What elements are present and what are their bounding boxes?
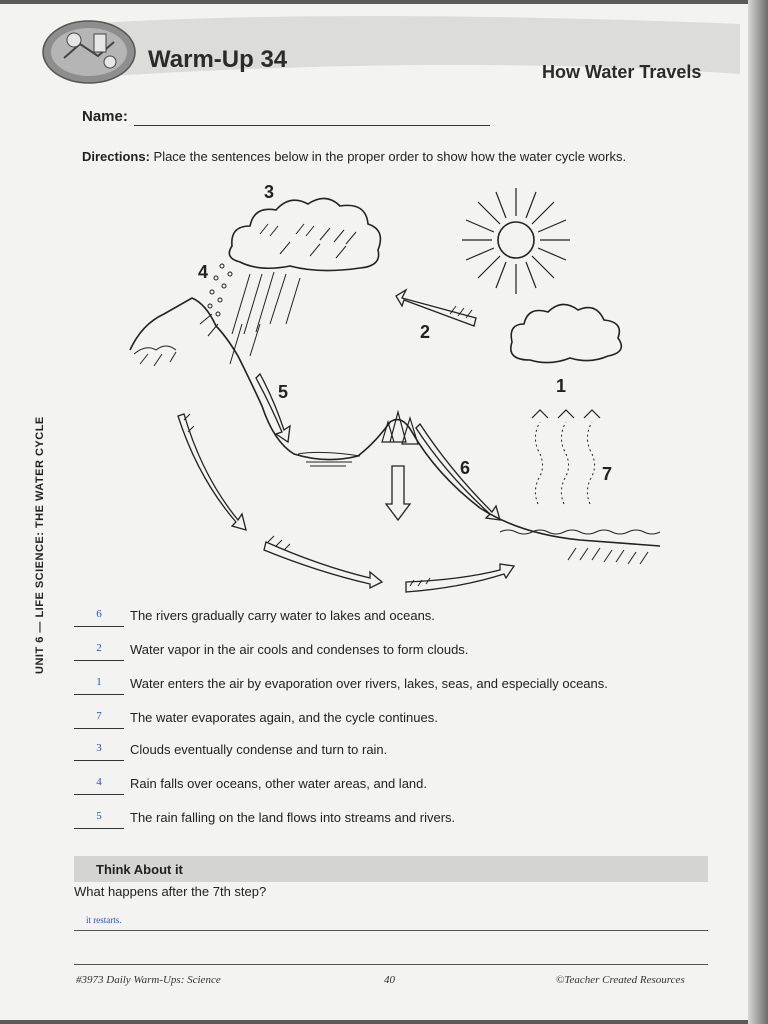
rain-icon — [208, 264, 300, 364]
think-question: What happens after the 7th step? — [74, 884, 267, 899]
answer-value: 2 — [96, 642, 102, 654]
unit-side-label: UNIT 6 — LIFE SCIENCE: THE WATER CYCLE — [34, 416, 46, 674]
item-text: The rain falling on the land flows into streams and rivers. — [130, 810, 456, 825]
answer-line[interactable] — [74, 930, 708, 931]
answer-value: 7 — [96, 710, 102, 722]
answer-blank[interactable] — [74, 642, 124, 661]
diagram-label-7: 7 — [602, 464, 613, 484]
item-text: Water enters the air by evaporation over rivers, lakes, seas, and especially oceans. — [130, 676, 608, 691]
list-item — [74, 738, 714, 760]
arrow-bottom-2 — [406, 564, 514, 592]
water-cycle-diagram — [120, 174, 680, 594]
sun-icon — [462, 188, 570, 294]
item-text: Water vapor in the air cools and condenses to form clouds. — [130, 642, 469, 657]
think-about-it-banner — [74, 856, 708, 882]
ocean-shading — [568, 548, 648, 564]
header — [40, 14, 740, 88]
directions-text: Place the sentences below in the proper order to show how the water cycle works. — [149, 149, 627, 164]
cycle-arrows — [178, 290, 514, 592]
ocean-waves — [500, 530, 660, 534]
topic-title: How Water Travels — [542, 62, 702, 82]
item-text: Rain falls over oceans, other water areas, and land. — [130, 776, 428, 791]
evaporation-icon — [535, 422, 594, 504]
arrow-bottom-1 — [264, 542, 382, 588]
item-text: Clouds eventually condense and turn to rain. — [130, 742, 388, 757]
warmup-title: Warm-Up 34 — [148, 46, 288, 73]
answer-value: 1 — [96, 676, 102, 688]
worksheet-page — [0, 4, 760, 1020]
answer-value: 3 — [96, 742, 102, 754]
think-answer[interactable]: it restarts. — [86, 915, 122, 925]
directions — [82, 149, 626, 164]
diagram-label-5: 5 — [278, 382, 289, 402]
list-item — [74, 638, 714, 660]
footer-page-number: 40 — [384, 974, 395, 986]
item-text: The water evaporates again, and the cycle continues. — [130, 710, 438, 725]
answer-value: 4 — [96, 776, 102, 788]
list-item — [74, 604, 714, 626]
diagram-label-2: 2 — [420, 322, 431, 342]
answer-blank[interactable] — [74, 776, 124, 795]
name-field[interactable] — [134, 125, 490, 126]
answer-value: 6 — [96, 608, 102, 620]
rain-cloud-icon — [229, 198, 380, 270]
answer-blank[interactable] — [74, 810, 124, 829]
item-text: The rivers gradually carry water to lakes and oceans. — [130, 608, 435, 623]
arrow-down — [386, 466, 410, 520]
science-logo-icon — [40, 14, 138, 86]
think-title: Think About it — [96, 862, 183, 877]
list-item — [74, 806, 714, 828]
list-item — [74, 672, 714, 694]
answer-blank[interactable] — [74, 676, 124, 695]
trees-icon — [382, 412, 418, 444]
name-label: Name: — [82, 108, 128, 125]
footer-book: #3973 Daily Warm-Ups: Science — [76, 974, 221, 986]
footer-publisher: ©Teacher Created Resources — [556, 974, 685, 986]
arrow-6 — [416, 424, 500, 520]
answer-blank[interactable] — [74, 608, 124, 627]
diagram-label-1: 1 — [556, 376, 567, 396]
footer-rule — [74, 964, 708, 965]
answer-blank[interactable] — [74, 710, 124, 729]
diagram-label-3: 3 — [264, 182, 275, 202]
mountain-shading — [134, 314, 218, 366]
diagram-label-6: 6 — [460, 458, 471, 478]
directions-label: Directions: — [82, 149, 150, 164]
cloud-icon — [511, 304, 622, 362]
answer-value: 5 — [96, 810, 102, 822]
list-item — [74, 706, 714, 728]
page-edge-shadow — [748, 0, 768, 1024]
answer-blank[interactable] — [74, 742, 124, 761]
list-item — [74, 772, 714, 794]
diagram-label-4: 4 — [198, 262, 209, 282]
